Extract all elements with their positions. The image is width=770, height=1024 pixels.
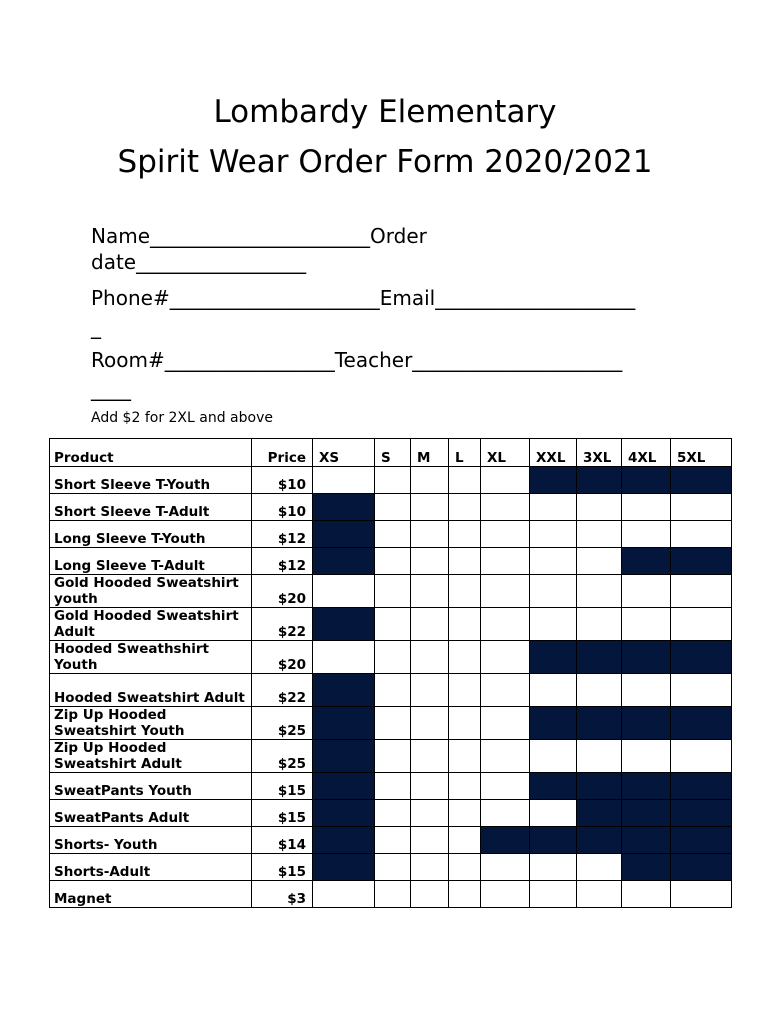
quantity-cell-3xl[interactable] (577, 521, 622, 548)
quantity-cell-l[interactable] (449, 521, 481, 548)
product-name: Magnet (50, 881, 252, 908)
column-header-s: S (375, 439, 411, 467)
quantity-cell-5xl[interactable] (671, 674, 732, 707)
quantity-cell-m[interactable] (411, 467, 449, 494)
quantity-cell-m[interactable] (411, 707, 449, 740)
quantity-cell-l[interactable] (449, 881, 481, 908)
quantity-cell-l[interactable] (449, 827, 481, 854)
quantity-cell-m[interactable] (411, 575, 449, 608)
column-header-xxl: XXL (530, 439, 577, 467)
column-header-4xl: 4XL (622, 439, 671, 467)
quantity-cell-xxl[interactable] (530, 674, 577, 707)
quantity-cell-m[interactable] (411, 800, 449, 827)
quantity-cell-m[interactable] (411, 548, 449, 575)
column-header-price: Price (252, 439, 313, 467)
email-field-overflow: _ (91, 315, 101, 339)
unavailable-cell-xs (313, 548, 375, 575)
quantity-cell-xl[interactable] (481, 494, 530, 521)
unavailable-cell-5xl (671, 827, 732, 854)
quantity-cell-xs[interactable] (313, 881, 375, 908)
quantity-cell-xl[interactable] (481, 773, 530, 800)
unavailable-cell-3xl (577, 827, 622, 854)
table-row (50, 467, 732, 494)
quantity-cell-4xl[interactable] (622, 881, 671, 908)
product-name: Short Sleeve T-Youth (50, 467, 252, 494)
product-price: $20 (252, 641, 313, 674)
product-name: Zip Up Hooded Sweatshirt Youth (50, 707, 252, 740)
page-title-form: Spirit Wear Order Form 2020/2021 (117, 144, 653, 180)
unavailable-cell-xs (313, 773, 375, 800)
column-header-m: M (411, 439, 449, 467)
quantity-cell-l[interactable] (449, 467, 481, 494)
quantity-cell-xs[interactable] (313, 467, 375, 494)
unavailable-cell-xs (313, 800, 375, 827)
quantity-cell-xxl[interactable] (530, 881, 577, 908)
unavailable-cell-5xl (671, 854, 732, 881)
unavailable-cell-4xl (622, 707, 671, 740)
table-row (50, 608, 732, 641)
quantity-cell-xxl[interactable] (530, 740, 577, 773)
unavailable-cell-4xl (622, 827, 671, 854)
column-header-xl: XL (481, 439, 530, 467)
unavailable-cell-xs (313, 827, 375, 854)
table-row (50, 854, 732, 881)
product-name: Gold Hooded Sweatshirt youth (50, 575, 252, 608)
quantity-cell-xxl[interactable] (530, 854, 577, 881)
product-name: Hooded Sweathshirt Youth (50, 641, 252, 674)
product-name: Zip Up Hooded Sweatshirt Adult (50, 740, 252, 773)
table-row (50, 548, 732, 575)
quantity-cell-xl[interactable] (481, 548, 530, 575)
product-price: $12 (252, 548, 313, 575)
quantity-cell-4xl[interactable] (622, 608, 671, 641)
product-name: Hooded Sweatshirt Adult (50, 674, 252, 707)
quantity-cell-l[interactable] (449, 707, 481, 740)
product-name: Shorts- Youth (50, 827, 252, 854)
quantity-cell-l[interactable] (449, 608, 481, 641)
room-teacher-field[interactable]: Room#_________________Teacher_____________________ (91, 348, 623, 372)
quantity-cell-m[interactable] (411, 494, 449, 521)
table-row (50, 494, 732, 521)
unavailable-cell-xs (313, 854, 375, 881)
quantity-cell-s[interactable] (375, 827, 411, 854)
product-price: $25 (252, 740, 313, 773)
quantity-cell-m[interactable] (411, 521, 449, 548)
unavailable-cell-3xl (577, 773, 622, 800)
quantity-cell-3xl[interactable] (577, 608, 622, 641)
quantity-cell-s[interactable] (375, 881, 411, 908)
quantity-cell-4xl[interactable] (622, 575, 671, 608)
product-price: $14 (252, 827, 313, 854)
unavailable-cell-xs (313, 521, 375, 548)
quantity-cell-xl[interactable] (481, 674, 530, 707)
quantity-cell-s[interactable] (375, 674, 411, 707)
column-header-product: Product (50, 439, 252, 467)
size-surcharge-note: Add $2 for 2XL and above (91, 410, 273, 426)
quantity-cell-4xl[interactable] (622, 521, 671, 548)
quantity-cell-5xl[interactable] (671, 608, 732, 641)
teacher-field-overflow: ____ (91, 377, 131, 401)
unavailable-cell-5xl (671, 707, 732, 740)
quantity-cell-s[interactable] (375, 641, 411, 674)
quantity-cell-5xl[interactable] (671, 881, 732, 908)
unavailable-cell-xxl (530, 773, 577, 800)
product-price: $12 (252, 521, 313, 548)
product-price: $15 (252, 773, 313, 800)
quantity-cell-l[interactable] (449, 773, 481, 800)
quantity-cell-xxl[interactable] (530, 521, 577, 548)
quantity-cell-l[interactable] (449, 674, 481, 707)
unavailable-cell-xl (481, 827, 530, 854)
unavailable-cell-5xl (671, 641, 732, 674)
quantity-cell-s[interactable] (375, 467, 411, 494)
column-header-5xl: 5XL (671, 439, 732, 467)
quantity-cell-xxl[interactable] (530, 575, 577, 608)
table-row (50, 707, 732, 740)
quantity-cell-5xl[interactable] (671, 494, 732, 521)
unavailable-cell-4xl (622, 800, 671, 827)
product-name: Long Sleeve T-Adult (50, 548, 252, 575)
product-price: $10 (252, 467, 313, 494)
product-price: $3 (252, 881, 313, 908)
table-row (50, 740, 732, 773)
unavailable-cell-3xl (577, 800, 622, 827)
quantity-cell-m[interactable] (411, 827, 449, 854)
quantity-cell-5xl[interactable] (671, 521, 732, 548)
quantity-cell-m[interactable] (411, 674, 449, 707)
quantity-cell-s[interactable] (375, 548, 411, 575)
quantity-cell-l[interactable] (449, 575, 481, 608)
unavailable-cell-3xl (577, 641, 622, 674)
quantity-cell-3xl[interactable] (577, 881, 622, 908)
quantity-cell-l[interactable] (449, 800, 481, 827)
quantity-cell-3xl[interactable] (577, 740, 622, 773)
unavailable-cell-xs (313, 494, 375, 521)
quantity-cell-xl[interactable] (481, 575, 530, 608)
quantity-cell-m[interactable] (411, 854, 449, 881)
quantity-cell-s[interactable] (375, 707, 411, 740)
quantity-cell-l[interactable] (449, 641, 481, 674)
quantity-cell-4xl[interactable] (622, 674, 671, 707)
quantity-cell-xxl[interactable] (530, 494, 577, 521)
quantity-cell-4xl[interactable] (622, 740, 671, 773)
quantity-cell-3xl[interactable] (577, 548, 622, 575)
table-row (50, 575, 732, 608)
quantity-cell-xl[interactable] (481, 608, 530, 641)
quantity-cell-xl[interactable] (481, 881, 530, 908)
table-header-row (50, 439, 732, 467)
table-row (50, 674, 732, 707)
quantity-cell-5xl[interactable] (671, 740, 732, 773)
quantity-cell-3xl[interactable] (577, 494, 622, 521)
quantity-cell-m[interactable] (411, 641, 449, 674)
table-row (50, 800, 732, 827)
quantity-cell-l[interactable] (449, 854, 481, 881)
product-name: Gold Hooded Sweatshirt Adult (50, 608, 252, 641)
quantity-cell-m[interactable] (411, 740, 449, 773)
quantity-cell-l[interactable] (449, 548, 481, 575)
quantity-cell-s[interactable] (375, 854, 411, 881)
name-order-date-field[interactable]: Name______________________Order (91, 224, 427, 248)
unavailable-cell-4xl (622, 467, 671, 494)
quantity-cell-s[interactable] (375, 608, 411, 641)
quantity-cell-3xl[interactable] (577, 674, 622, 707)
quantity-cell-xl[interactable] (481, 641, 530, 674)
quantity-cell-xl[interactable] (481, 521, 530, 548)
unavailable-cell-xs (313, 608, 375, 641)
quantity-cell-xl[interactable] (481, 854, 530, 881)
table-row (50, 641, 732, 674)
table-row (50, 773, 732, 800)
table-row (50, 881, 732, 908)
quantity-cell-s[interactable] (375, 521, 411, 548)
quantity-cell-xs[interactable] (313, 641, 375, 674)
quantity-cell-xxl[interactable] (530, 548, 577, 575)
product-price: $15 (252, 800, 313, 827)
unavailable-cell-3xl (577, 467, 622, 494)
quantity-cell-4xl[interactable] (622, 494, 671, 521)
quantity-cell-3xl[interactable] (577, 575, 622, 608)
table-row (50, 827, 732, 854)
table-row (50, 521, 732, 548)
quantity-cell-s[interactable] (375, 494, 411, 521)
unavailable-cell-xs (313, 674, 375, 707)
column-header-xs: XS (313, 439, 375, 467)
unavailable-cell-4xl (622, 548, 671, 575)
quantity-cell-s[interactable] (375, 740, 411, 773)
product-price: $20 (252, 575, 313, 608)
product-name: SweatPants Youth (50, 773, 252, 800)
product-price: $15 (252, 854, 313, 881)
quantity-cell-xl[interactable] (481, 707, 530, 740)
column-header-l: L (449, 439, 481, 467)
unavailable-cell-xxl (530, 467, 577, 494)
quantity-cell-m[interactable] (411, 881, 449, 908)
unavailable-cell-4xl (622, 773, 671, 800)
quantity-cell-xl[interactable] (481, 800, 530, 827)
product-price: $22 (252, 674, 313, 707)
unavailable-cell-5xl (671, 548, 732, 575)
unavailable-cell-5xl (671, 773, 732, 800)
unavailable-cell-xs (313, 707, 375, 740)
quantity-cell-m[interactable] (411, 773, 449, 800)
unavailable-cell-xs (313, 740, 375, 773)
unavailable-cell-3xl (577, 707, 622, 740)
unavailable-cell-xxl (530, 641, 577, 674)
product-price: $25 (252, 707, 313, 740)
quantity-cell-s[interactable] (375, 773, 411, 800)
quantity-cell-s[interactable] (375, 575, 411, 608)
phone-email-field[interactable]: Phone#_____________________Email____________________ (91, 286, 636, 310)
product-name: Shorts-Adult (50, 854, 252, 881)
order-table (49, 438, 732, 908)
unavailable-cell-xxl (530, 827, 577, 854)
quantity-cell-xl[interactable] (481, 740, 530, 773)
quantity-cell-l[interactable] (449, 494, 481, 521)
unavailable-cell-xxl (530, 707, 577, 740)
product-name: SweatPants Adult (50, 800, 252, 827)
column-header-3xl: 3XL (577, 439, 622, 467)
quantity-cell-xxl[interactable] (530, 608, 577, 641)
quantity-cell-5xl[interactable] (671, 575, 732, 608)
unavailable-cell-5xl (671, 467, 732, 494)
quantity-cell-l[interactable] (449, 740, 481, 773)
product-name: Long Sleeve T-Youth (50, 521, 252, 548)
product-name: Short Sleeve T-Adult (50, 494, 252, 521)
product-price: $22 (252, 608, 313, 641)
quantity-cell-s[interactable] (375, 800, 411, 827)
page-title-school: Lombardy Elementary (213, 94, 557, 130)
quantity-cell-xl[interactable] (481, 467, 530, 494)
unavailable-cell-4xl (622, 641, 671, 674)
unavailable-cell-4xl (622, 854, 671, 881)
quantity-cell-3xl[interactable] (577, 854, 622, 881)
quantity-cell-m[interactable] (411, 608, 449, 641)
quantity-cell-xs[interactable] (313, 575, 375, 608)
unavailable-cell-5xl (671, 800, 732, 827)
quantity-cell-xxl[interactable] (530, 800, 577, 827)
order-date-field[interactable]: date_________________ (91, 250, 307, 274)
product-price: $10 (252, 494, 313, 521)
